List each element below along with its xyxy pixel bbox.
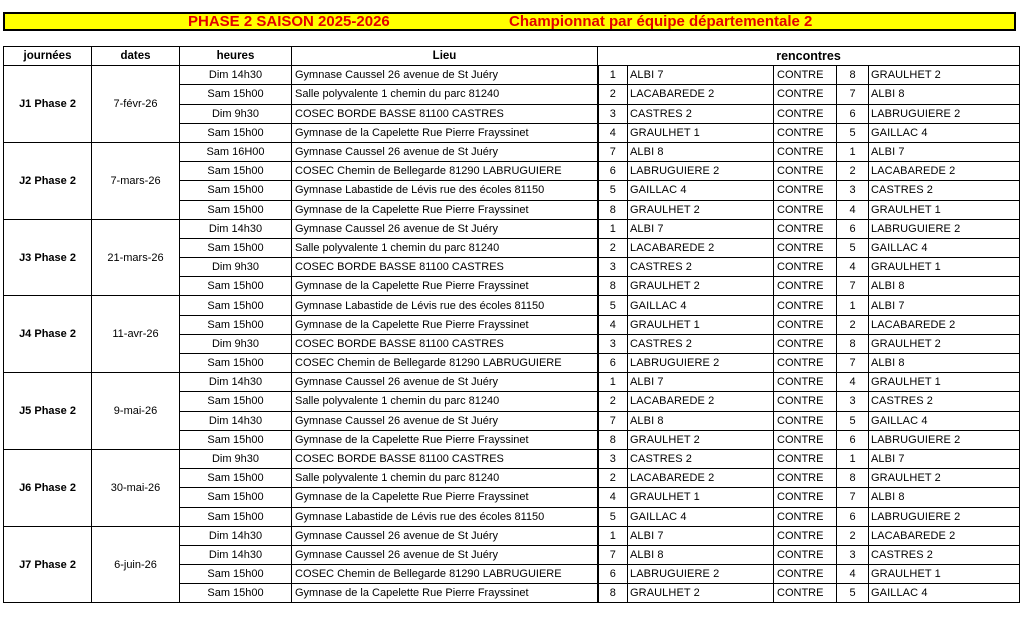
round-date: 11-avr-26: [92, 296, 180, 373]
round-name: J4 Phase 2: [4, 296, 92, 373]
match-time: Sam 15h00: [180, 181, 292, 200]
away-team-number: 7: [837, 354, 869, 373]
match-venue: Salle polyvalente 1 chemin du parc 81240: [292, 238, 598, 257]
home-team-number: 7: [598, 545, 628, 564]
away-team-number: 4: [837, 565, 869, 584]
away-team: ALBI 7: [869, 296, 1020, 315]
away-team-number: 3: [837, 545, 869, 564]
away-team: GAILLAC 4: [869, 411, 1020, 430]
match-time: Sam 15h00: [180, 469, 292, 488]
match-time: Dim 9h30: [180, 258, 292, 277]
home-team: GRAULHET 2: [628, 200, 774, 219]
match-venue: Gymnase de la Capelette Rue Pierre Frayssinet: [292, 584, 598, 603]
home-team: ALBI 7: [628, 66, 774, 85]
match-venue: Salle polyvalente 1 chemin du parc 81240: [292, 469, 598, 488]
home-team-number: 2: [598, 85, 628, 104]
versus-label: CONTRE: [774, 584, 837, 603]
match-time: Dim 14h30: [180, 545, 292, 564]
versus-label: CONTRE: [774, 258, 837, 277]
away-team: ALBI 7: [869, 142, 1020, 161]
round-date: 7-févr-26: [92, 66, 180, 143]
away-team-number: 2: [837, 162, 869, 181]
home-team-number: 3: [598, 104, 628, 123]
versus-label: CONTRE: [774, 488, 837, 507]
away-team-number: 7: [837, 85, 869, 104]
away-team: CASTRES 2: [869, 545, 1020, 564]
home-team: CASTRES 2: [628, 258, 774, 277]
match-time: Dim 14h30: [180, 219, 292, 238]
match-venue: COSEC BORDE BASSE 81100 CASTRES: [292, 449, 598, 468]
match-time: Dim 14h30: [180, 411, 292, 430]
home-team: LACABAREDE 2: [628, 469, 774, 488]
match-row: [4, 66, 1020, 85]
away-team-number: 2: [837, 315, 869, 334]
match-time: Sam 15h00: [180, 277, 292, 296]
home-team-number: 5: [598, 507, 628, 526]
match-venue: Gymnase Labastide de Lévis rue des écoles 81150: [292, 296, 598, 315]
match-time: Sam 15h00: [180, 296, 292, 315]
home-team-number: 2: [598, 238, 628, 257]
match-venue: COSEC Chemin de Bellegarde 81290 LABRUGUIERE: [292, 565, 598, 584]
versus-label: CONTRE: [774, 565, 837, 584]
home-team-number: 1: [598, 526, 628, 545]
home-team-number: 8: [598, 277, 628, 296]
away-team: GRAULHET 1: [869, 565, 1020, 584]
match-venue: Gymnase Caussel 26 avenue de St Juéry: [292, 66, 598, 85]
away-team: GRAULHET 2: [869, 334, 1020, 353]
home-team-number: 3: [598, 258, 628, 277]
home-team: CASTRES 2: [628, 104, 774, 123]
home-team: GRAULHET 1: [628, 315, 774, 334]
match-venue: Gymnase Caussel 26 avenue de St Juéry: [292, 411, 598, 430]
versus-label: CONTRE: [774, 334, 837, 353]
home-team: LACABAREDE 2: [628, 392, 774, 411]
versus-label: CONTRE: [774, 277, 837, 296]
match-time: Sam 15h00: [180, 123, 292, 142]
home-team-number: 6: [598, 162, 628, 181]
away-team-number: 3: [837, 181, 869, 200]
away-team-number: 3: [837, 392, 869, 411]
match-time: Sam 15h00: [180, 430, 292, 449]
home-team-number: 6: [598, 354, 628, 373]
match-time: Sam 15h00: [180, 507, 292, 526]
away-team-number: 1: [837, 449, 869, 468]
match-time: Sam 15h00: [180, 85, 292, 104]
away-team-number: 4: [837, 200, 869, 219]
home-team: LACABAREDE 2: [628, 238, 774, 257]
away-team: LABRUGUIERE 2: [869, 219, 1020, 238]
round-date: 21-mars-26: [92, 219, 180, 296]
versus-label: CONTRE: [774, 238, 837, 257]
title-banner: [3, 12, 1016, 31]
match-row: [4, 373, 1020, 392]
away-team: ALBI 8: [869, 488, 1020, 507]
home-team-number: 1: [598, 66, 628, 85]
home-team-number: 7: [598, 142, 628, 161]
match-venue: Gymnase Labastide de Lévis rue des écoles 81150: [292, 181, 598, 200]
versus-label: CONTRE: [774, 123, 837, 142]
match-venue: COSEC BORDE BASSE 81100 CASTRES: [292, 258, 598, 277]
home-team-number: 1: [598, 219, 628, 238]
away-team-number: 8: [837, 66, 869, 85]
versus-label: CONTRE: [774, 430, 837, 449]
match-time: Dim 9h30: [180, 449, 292, 468]
home-team-number: 4: [598, 315, 628, 334]
match-venue: Gymnase de la Capelette Rue Pierre Frayssinet: [292, 488, 598, 507]
home-team-number: 5: [598, 181, 628, 200]
match-time: Sam 15h00: [180, 392, 292, 411]
match-venue: Gymnase Caussel 26 avenue de St Juéry: [292, 526, 598, 545]
away-team: LABRUGUIERE 2: [869, 507, 1020, 526]
home-team: GRAULHET 2: [628, 277, 774, 296]
versus-label: CONTRE: [774, 219, 837, 238]
versus-label: CONTRE: [774, 526, 837, 545]
match-venue: Gymnase de la Capelette Rue Pierre Frayssinet: [292, 200, 598, 219]
away-team: CASTRES 2: [869, 181, 1020, 200]
away-team-number: 8: [837, 469, 869, 488]
home-team: ALBI 7: [628, 373, 774, 392]
home-team: LABRUGUIERE 2: [628, 162, 774, 181]
match-venue: COSEC Chemin de Bellegarde 81290 LABRUGUIERE: [292, 354, 598, 373]
match-venue: Gymnase de la Capelette Rue Pierre Frayssinet: [292, 430, 598, 449]
versus-label: CONTRE: [774, 200, 837, 219]
match-venue: COSEC BORDE BASSE 81100 CASTRES: [292, 104, 598, 123]
header-rencontres: rencontres: [598, 47, 1020, 66]
away-team: ALBI 8: [869, 354, 1020, 373]
home-team-number: 3: [598, 334, 628, 353]
versus-label: CONTRE: [774, 354, 837, 373]
away-team: ALBI 7: [869, 449, 1020, 468]
match-time: Sam 15h00: [180, 200, 292, 219]
match-row: [4, 142, 1020, 161]
versus-label: CONTRE: [774, 411, 837, 430]
season-title: PHASE 2 SAISON 2025-2026: [188, 13, 390, 30]
match-venue: COSEC Chemin de Bellegarde 81290 LABRUGUIERE: [292, 162, 598, 181]
away-team: GAILLAC 4: [869, 584, 1020, 603]
header-lieu: Lieu: [292, 47, 598, 66]
away-team-number: 2: [837, 526, 869, 545]
match-time: Dim 14h30: [180, 373, 292, 392]
home-team-number: 4: [598, 123, 628, 142]
header-journees: journées: [4, 47, 92, 66]
match-time: Sam 15h00: [180, 315, 292, 334]
home-team-number: 7: [598, 411, 628, 430]
match-time: Sam 15h00: [180, 565, 292, 584]
home-team: ALBI 7: [628, 219, 774, 238]
match-venue: Gymnase de la Capelette Rue Pierre Frayssinet: [292, 123, 598, 142]
away-team-number: 1: [837, 142, 869, 161]
away-team: GAILLAC 4: [869, 238, 1020, 257]
home-team: GRAULHET 2: [628, 430, 774, 449]
home-team-number: 8: [598, 200, 628, 219]
home-team: ALBI 8: [628, 142, 774, 161]
match-time: Sam 15h00: [180, 488, 292, 507]
match-time: Dim 14h30: [180, 66, 292, 85]
match-venue: Salle polyvalente 1 chemin du parc 81240: [292, 85, 598, 104]
away-team: GRAULHET 1: [869, 373, 1020, 392]
away-team-number: 6: [837, 507, 869, 526]
away-team: LABRUGUIERE 2: [869, 430, 1020, 449]
match-venue: Gymnase Caussel 26 avenue de St Juéry: [292, 373, 598, 392]
versus-label: CONTRE: [774, 181, 837, 200]
round-name: J1 Phase 2: [4, 66, 92, 143]
round-name: J6 Phase 2: [4, 449, 92, 526]
home-team-number: 3: [598, 449, 628, 468]
round-name: J5 Phase 2: [4, 373, 92, 450]
match-time: Dim 9h30: [180, 334, 292, 353]
home-team: ALBI 7: [628, 526, 774, 545]
away-team-number: 5: [837, 123, 869, 142]
match-venue: Gymnase de la Capelette Rue Pierre Frayssinet: [292, 277, 598, 296]
home-team-number: 2: [598, 392, 628, 411]
match-time: Dim 14h30: [180, 526, 292, 545]
header-row: [4, 47, 1020, 66]
match-time: Dim 9h30: [180, 104, 292, 123]
versus-label: CONTRE: [774, 85, 837, 104]
match-row: [4, 219, 1020, 238]
home-team: CASTRES 2: [628, 449, 774, 468]
versus-label: CONTRE: [774, 142, 837, 161]
away-team-number: 5: [837, 411, 869, 430]
home-team-number: 2: [598, 469, 628, 488]
home-team: GRAULHET 2: [628, 584, 774, 603]
match-row: [4, 296, 1020, 315]
away-team: ALBI 8: [869, 85, 1020, 104]
away-team: LACABAREDE 2: [869, 526, 1020, 545]
match-time: Sam 15h00: [180, 584, 292, 603]
match-venue: COSEC BORDE BASSE 81100 CASTRES: [292, 334, 598, 353]
home-team: LABRUGUIERE 2: [628, 565, 774, 584]
versus-label: CONTRE: [774, 373, 837, 392]
versus-label: CONTRE: [774, 545, 837, 564]
versus-label: CONTRE: [774, 449, 837, 468]
versus-label: CONTRE: [774, 315, 837, 334]
versus-label: CONTRE: [774, 507, 837, 526]
schedule-table: [3, 46, 1020, 603]
away-team: GRAULHET 2: [869, 66, 1020, 85]
match-time: Sam 16H00: [180, 142, 292, 161]
match-venue: Gymnase de la Capelette Rue Pierre Frayssinet: [292, 315, 598, 334]
home-team-number: 8: [598, 430, 628, 449]
away-team: LACABAREDE 2: [869, 315, 1020, 334]
home-team: CASTRES 2: [628, 334, 774, 353]
match-row: [4, 449, 1020, 468]
versus-label: CONTRE: [774, 296, 837, 315]
home-team: LACABAREDE 2: [628, 85, 774, 104]
round-name: J7 Phase 2: [4, 526, 92, 603]
away-team: ALBI 8: [869, 277, 1020, 296]
match-venue: Gymnase Caussel 26 avenue de St Juéry: [292, 545, 598, 564]
away-team-number: 6: [837, 219, 869, 238]
round-name: J2 Phase 2: [4, 142, 92, 219]
away-team-number: 1: [837, 296, 869, 315]
match-time: Sam 15h00: [180, 162, 292, 181]
match-venue: Gymnase Labastide de Lévis rue des écoles 81150: [292, 507, 598, 526]
round-date: 30-mai-26: [92, 449, 180, 526]
round-date: 7-mars-26: [92, 142, 180, 219]
match-venue: Salle polyvalente 1 chemin du parc 81240: [292, 392, 598, 411]
round-name: J3 Phase 2: [4, 219, 92, 296]
home-team: GAILLAC 4: [628, 507, 774, 526]
away-team-number: 7: [837, 488, 869, 507]
away-team: LABRUGUIERE 2: [869, 104, 1020, 123]
versus-label: CONTRE: [774, 469, 837, 488]
home-team: GRAULHET 1: [628, 488, 774, 507]
away-team-number: 5: [837, 584, 869, 603]
away-team: GRAULHET 1: [869, 258, 1020, 277]
home-team: GAILLAC 4: [628, 181, 774, 200]
home-team: GAILLAC 4: [628, 296, 774, 315]
home-team: ALBI 8: [628, 545, 774, 564]
away-team-number: 6: [837, 104, 869, 123]
header-heures: heures: [180, 47, 292, 66]
versus-label: CONTRE: [774, 162, 837, 181]
away-team-number: 4: [837, 258, 869, 277]
away-team: GRAULHET 2: [869, 469, 1020, 488]
home-team: GRAULHET 1: [628, 123, 774, 142]
away-team: GAILLAC 4: [869, 123, 1020, 142]
round-date: 9-mai-26: [92, 373, 180, 450]
away-team-number: 6: [837, 430, 869, 449]
match-time: Sam 15h00: [180, 354, 292, 373]
home-team-number: 8: [598, 584, 628, 603]
home-team-number: 1: [598, 373, 628, 392]
away-team-number: 5: [837, 238, 869, 257]
away-team: LACABAREDE 2: [869, 162, 1020, 181]
match-venue: Gymnase Caussel 26 avenue de St Juéry: [292, 142, 598, 161]
home-team: ALBI 8: [628, 411, 774, 430]
away-team-number: 7: [837, 277, 869, 296]
schedule-body: [4, 66, 1020, 603]
away-team-number: 4: [837, 373, 869, 392]
home-team-number: 6: [598, 565, 628, 584]
versus-label: CONTRE: [774, 104, 837, 123]
versus-label: CONTRE: [774, 392, 837, 411]
match-time: Sam 15h00: [180, 238, 292, 257]
home-team-number: 5: [598, 296, 628, 315]
away-team: GRAULHET 1: [869, 200, 1020, 219]
match-row: [4, 526, 1020, 545]
round-date: 6-juin-26: [92, 526, 180, 603]
versus-label: CONTRE: [774, 66, 837, 85]
away-team: CASTRES 2: [869, 392, 1020, 411]
home-team-number: 4: [598, 488, 628, 507]
home-team: LABRUGUIERE 2: [628, 354, 774, 373]
match-venue: Gymnase Caussel 26 avenue de St Juéry: [292, 219, 598, 238]
championship-title: Championnat par équipe départementale 2: [509, 13, 813, 30]
away-team-number: 8: [837, 334, 869, 353]
header-dates: dates: [92, 47, 180, 66]
